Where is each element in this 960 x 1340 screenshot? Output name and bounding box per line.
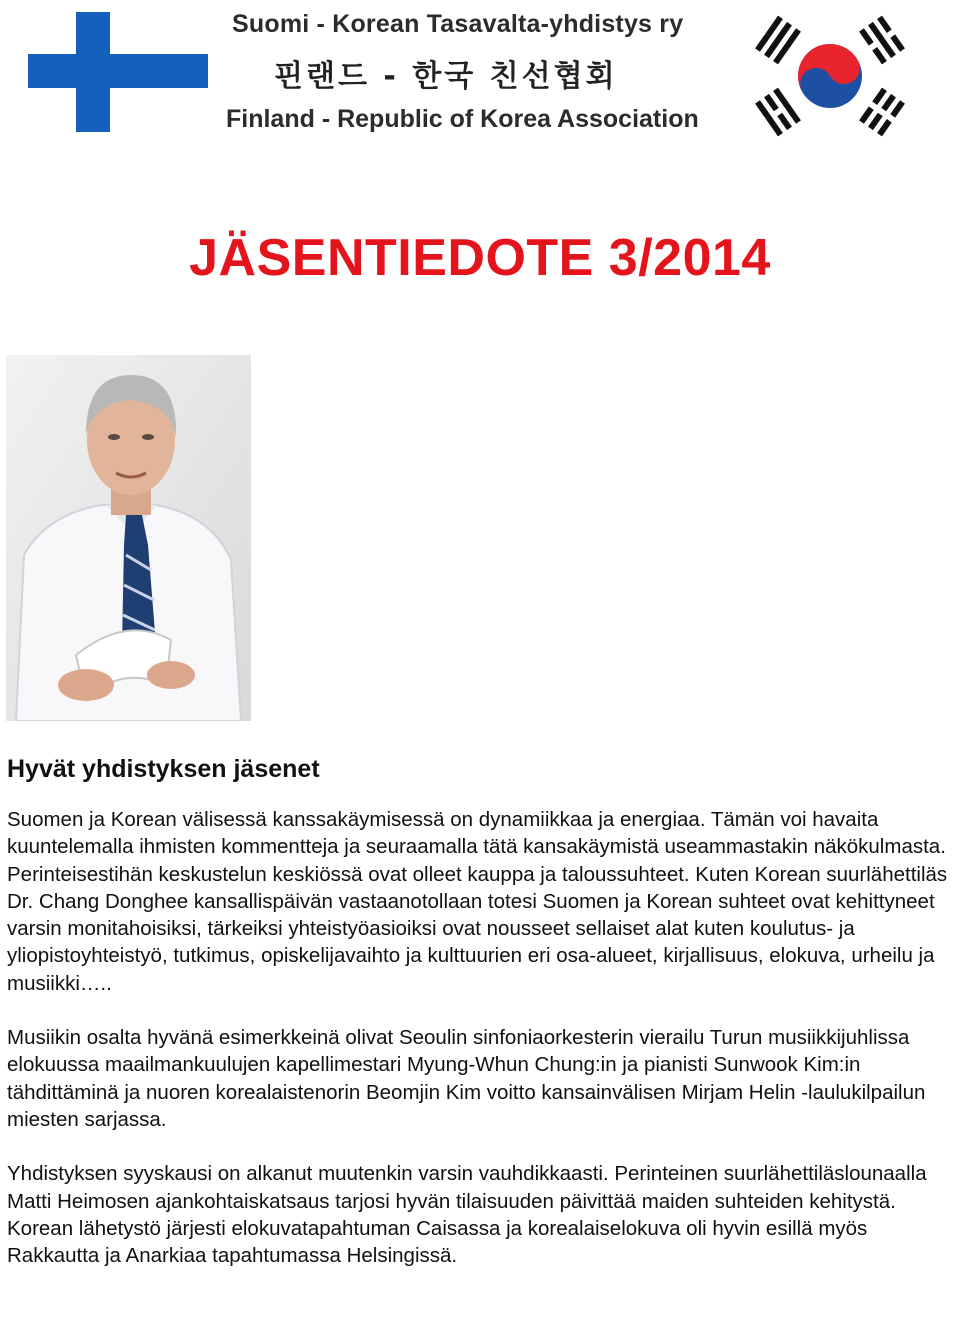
paragraph-2: Musiikin osalta hyvänä esimerkkeinä olivat Seoulin sinfoniaorkesterin vierailu Turun musiikkijuhlissa elokuussa maailmankuulujen kapellimestari Myung-Whun Chung:in ja pianisti Sunwook Kim:in tähdittäminä ja nuoren korealaistenorin Beomjin Kim voitto kansainvälisen Mirjam Helin -laulukilpailun miesten sarjassa. xyxy=(7,1026,926,1131)
korea-flag-icon xyxy=(748,10,912,142)
organization-name-block xyxy=(222,10,742,134)
newsletter-title: JÄSENTIEDOTE 3/2014 xyxy=(189,229,771,287)
newsletter-body xyxy=(7,752,957,1296)
letterhead xyxy=(0,0,960,150)
org-name-english: Finland - Republic of Korea Association xyxy=(226,105,699,133)
org-name-korean: 핀랜드 - 한국 친선협회 xyxy=(274,59,618,94)
greeting-heading: Hyvät yhdistyksen jäsenet xyxy=(7,755,320,783)
paragraph-1: Suomen ja Korean välisessä kanssakäymisessä on dynamiikkaa ja energiaa. Tämän voi havaita kuuntelemalla ihmisten kommentteja ja seuraamalla tätä kansakäymistä useammastakin näkökulmasta. Perinteisestihän keskustelun keskiössä ovat olleet kauppa ja taloussuhteet. Kuten Korean suurlähettiläs Dr. Chang Donghee kansallispäivän vastaanotollaan totesi Suomen ja Korean suhteet ovat kehittyneet varsin monitahoisiksi, tärkeiksi yhteistyöasioiksi ovat nousseet sellaiset alat kuten koulutus- ja yliopistoyhteistyö, tutkimus, opiskelijavaihto ja kulttuurien eri osa-alueet, kirjallisuus, elokuva, urheilu ja musiikki….. xyxy=(7,808,948,995)
org-name-finnish: Suomi - Korean Tasavalta-yhdistys ry xyxy=(232,10,684,38)
paragraph-3: Yhdistyksen syyskausi on alkanut muutenkin varsin vauhdikkaasti. Perinteinen suurlähettiläslounaalla Matti Heimosen ajankohtaiskatsaus tarjosi hyvän tilaisuuden päivittää maiden suhteiden kehitystä. Korean lähetystö järjesti elokuvatapahtuman Caisassa ja korealaiselokuva oli hyvin esillä myös Rakkautta ja Anarkiaa tapahtumassa Helsingissä. xyxy=(7,1162,927,1268)
portrait-photo-icon xyxy=(6,355,251,721)
finland-flag-icon xyxy=(28,12,208,132)
